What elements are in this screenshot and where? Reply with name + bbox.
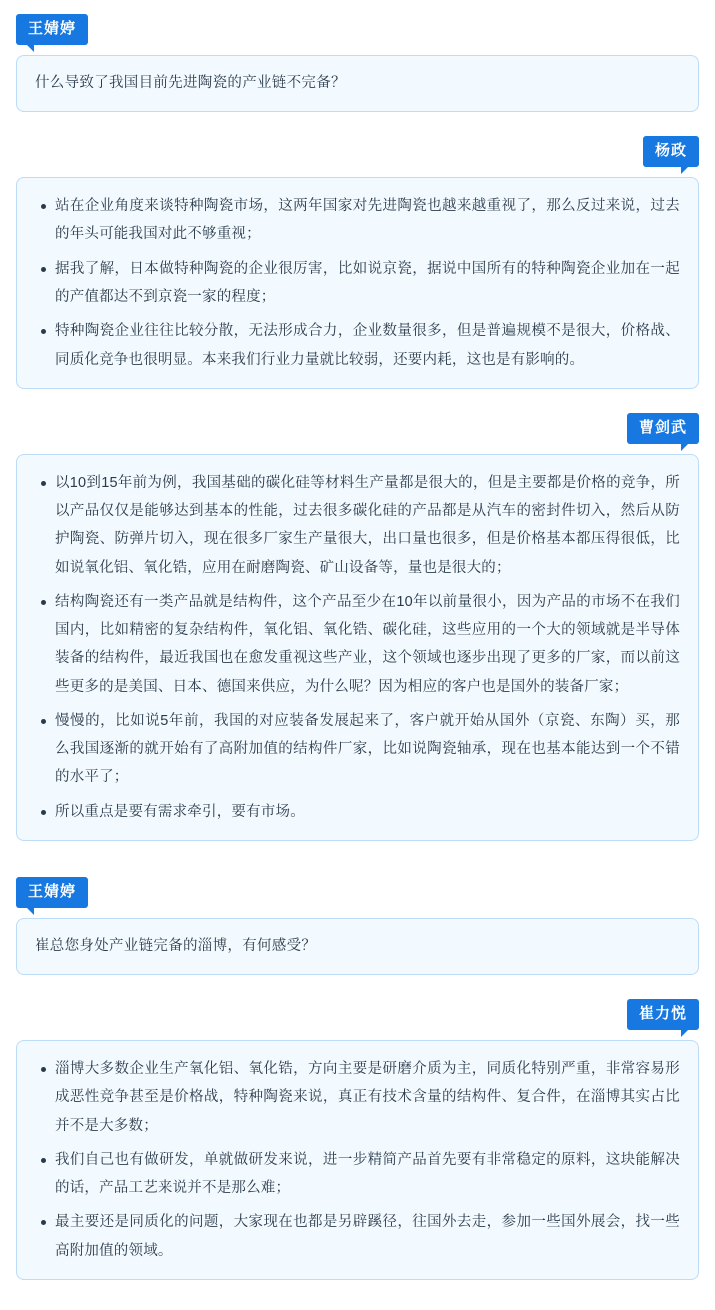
list-item: 所以重点是要有需求牵引，要有市场。 [55, 798, 680, 826]
message-bubble [16, 454, 699, 841]
list-item: 我们自己也有做研发，单就做研发来说，进一步精简产品首先要有非常稳定的原料，这块能解决的话，产品工艺来说并不是那么难； [55, 1146, 680, 1203]
message-bubble [16, 918, 699, 975]
points-list [35, 192, 680, 374]
speaker-name-tag: 杨政 [643, 136, 699, 167]
list-item: 站在企业角度来谈特种陶瓷市场，这两年国家对先进陶瓷也越来越重视了，那么反过来说，过去的年头可能我国对此不够重视； [55, 192, 680, 249]
speaker-name-tag: 王婧婷 [16, 14, 88, 45]
speaker-row [16, 999, 699, 1030]
speaker-name-tag: 曹剑武 [627, 413, 699, 444]
spacer [16, 985, 699, 999]
message-bubble [16, 55, 699, 112]
list-item: 淄博大多数企业生产氧化铝、氧化锆，方向主要是研磨介质为主，同质化特别严重，非常容易形成恶性竞争甚至是价格战，特种陶瓷来说，真正有技术含量的结构件、复合件，在淄博其实占比并不是大多数； [55, 1055, 680, 1140]
spacer [16, 122, 699, 136]
speaker-row [16, 136, 699, 167]
speaker-row [16, 14, 699, 45]
message-bubble [16, 1040, 699, 1280]
message-block-4 [16, 877, 699, 975]
speaker-row [16, 413, 699, 444]
message-bubble [16, 177, 699, 389]
message-block-2 [16, 136, 699, 389]
list-item: 特种陶瓷企业往往比较分散，无法形成合力，企业数量很多，但是普遍规模不是很大，价格战、同质化竞争也很明显。本来我们行业力量就比较弱，还要内耗，这也是有影响的。 [55, 317, 680, 374]
list-item: 慢慢的，比如说5年前，我国的对应装备发展起来了，客户就开始从国外（京瓷、东陶）买，那么我国逐渐的就开始有了高附加值的结构件厂家，比如说陶瓷轴承，现在也基本能达到一个不错的水平了； [55, 707, 680, 792]
message-block-5 [16, 999, 699, 1280]
speaker-row [16, 877, 699, 908]
speaker-name-tag: 王婧婷 [16, 877, 88, 908]
spacer [16, 399, 699, 413]
points-list [35, 1055, 680, 1265]
speaker-name-tag: 崔力悦 [627, 999, 699, 1030]
message-block-3 [16, 413, 699, 841]
spacer [16, 851, 699, 877]
question-text: 崔总您身处产业链完备的淄博，有何感受？ [35, 937, 317, 954]
message-block-1 [16, 14, 699, 112]
list-item: 据我了解，日本做特种陶瓷的企业很厉害，比如说京瓷，据说中国所有的特种陶瓷企业加在一起的产值都达不到京瓷一家的程度； [55, 255, 680, 312]
question-text: 什么导致了我国目前先进陶瓷的产业链不完备？ [35, 75, 346, 91]
list-item: 最主要还是同质化的问题，大家现在也都是另辟蹊径，往国外去走，参加一些国外展会，找一些高附加值的领域。 [55, 1208, 680, 1265]
points-list [35, 469, 680, 826]
list-item: 结构陶瓷还有一类产品就是结构件，这个产品至少在10年以前量很小，因为产品的市场不在我们国内，比如精密的复杂结构件，氧化铝、氧化锆、碳化硅，这些应用的一个大的领域就是半导体装备的结构件，最近我国也在愈发重视这些产业，这个领域也逐步出现了更多的厂家，而以前这些更多的是美国、日本、德国来供应，为什么呢？因为相应的客户也是国外的装备厂家； [55, 588, 680, 701]
list-item: 以10到15年前为例，我国基础的碳化硅等材料生产量都是很大的，但是主要都是价格的竞争，所以产品仅仅是能够达到基本的性能，过去很多碳化硅的产品都是从汽车的密封件切入，然后从防护陶瓷、防弹片切入，现在很多厂家生产量很大，出口量也很多，但是价格基本都压得很低，比如说氧化铝、氧化锆，应用在耐磨陶瓷、矿山设备等，量也是很大的； [55, 469, 680, 582]
